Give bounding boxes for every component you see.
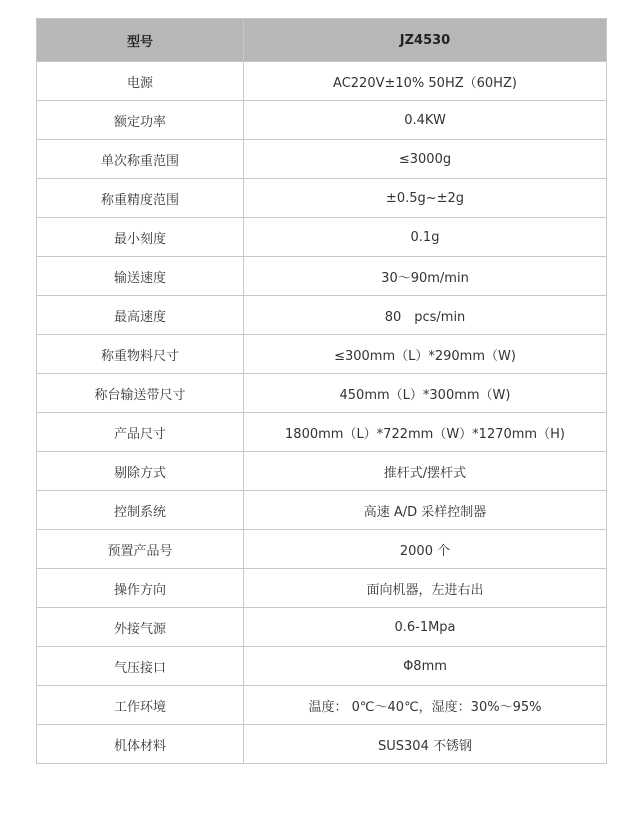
table-header-row xyxy=(37,19,607,62)
row-label: 称重精度范围 xyxy=(37,179,244,218)
row-value: 0.6-1Mpa xyxy=(244,608,607,647)
row-label: 气压接口 xyxy=(37,647,244,686)
table-row xyxy=(37,452,607,491)
table-row xyxy=(37,413,607,452)
table-row xyxy=(37,218,607,257)
row-label: 剔除方式 xyxy=(37,452,244,491)
table-row xyxy=(37,179,607,218)
table-row xyxy=(37,257,607,296)
row-label: 称台输送带尺寸 xyxy=(37,374,244,413)
row-label: 控制系统 xyxy=(37,491,244,530)
row-value: SUS304 不锈钢 xyxy=(244,725,607,764)
row-label: 最高速度 xyxy=(37,296,244,335)
table-row xyxy=(37,335,607,374)
row-label: 额定功率 xyxy=(37,101,244,140)
table-row xyxy=(37,647,607,686)
row-value: ±0.5g~±2g xyxy=(244,179,607,218)
row-label: 机体材料 xyxy=(37,725,244,764)
row-value: 面向机器，左进右出 xyxy=(244,569,607,608)
row-label: 单次称重范围 xyxy=(37,140,244,179)
table-row xyxy=(37,725,607,764)
row-label: 操作方向 xyxy=(37,569,244,608)
row-value: 450mm（L）*300mm（W) xyxy=(244,374,607,413)
row-label: 外接气源 xyxy=(37,608,244,647)
row-label: 预置产品号 xyxy=(37,530,244,569)
header-label-cell: 型号 xyxy=(37,19,244,62)
table-row xyxy=(37,296,607,335)
header-value-cell: JZ4530 xyxy=(244,19,607,62)
row-value: Φ8mm xyxy=(244,647,607,686)
row-value: 0.1g xyxy=(244,218,607,257)
row-label: 电源 xyxy=(37,62,244,101)
table-row xyxy=(37,686,607,725)
table-row xyxy=(37,101,607,140)
row-label: 产品尺寸 xyxy=(37,413,244,452)
row-value: 80 pcs/min xyxy=(244,296,607,335)
table-row xyxy=(37,491,607,530)
row-value: 1800mm（L）*722mm（W）*1270mm（H) xyxy=(244,413,607,452)
row-label: 工作环境 xyxy=(37,686,244,725)
row-label: 最小刻度 xyxy=(37,218,244,257)
row-value: 推杆式/摆杆式 xyxy=(244,452,607,491)
table-row xyxy=(37,608,607,647)
table-row xyxy=(37,62,607,101)
table-row xyxy=(37,530,607,569)
table-row xyxy=(37,374,607,413)
row-value: 高速 A/D 采样控制器 xyxy=(244,491,607,530)
row-value: 0.4KW xyxy=(244,101,607,140)
row-value: 2000 个 xyxy=(244,530,607,569)
row-value: ≤3000g xyxy=(244,140,607,179)
row-value: AC220V±10% 50HZ（60HZ) xyxy=(244,62,607,101)
row-value: 30～90m/min xyxy=(244,257,607,296)
row-value: 温度： 0℃～40℃，湿度：30%～95% xyxy=(244,686,607,725)
table-row xyxy=(37,140,607,179)
row-label: 输送速度 xyxy=(37,257,244,296)
spec-table xyxy=(36,18,607,764)
row-value: ≤300mm（L）*290mm（W) xyxy=(244,335,607,374)
table-row xyxy=(37,569,607,608)
row-label: 称重物料尺寸 xyxy=(37,335,244,374)
